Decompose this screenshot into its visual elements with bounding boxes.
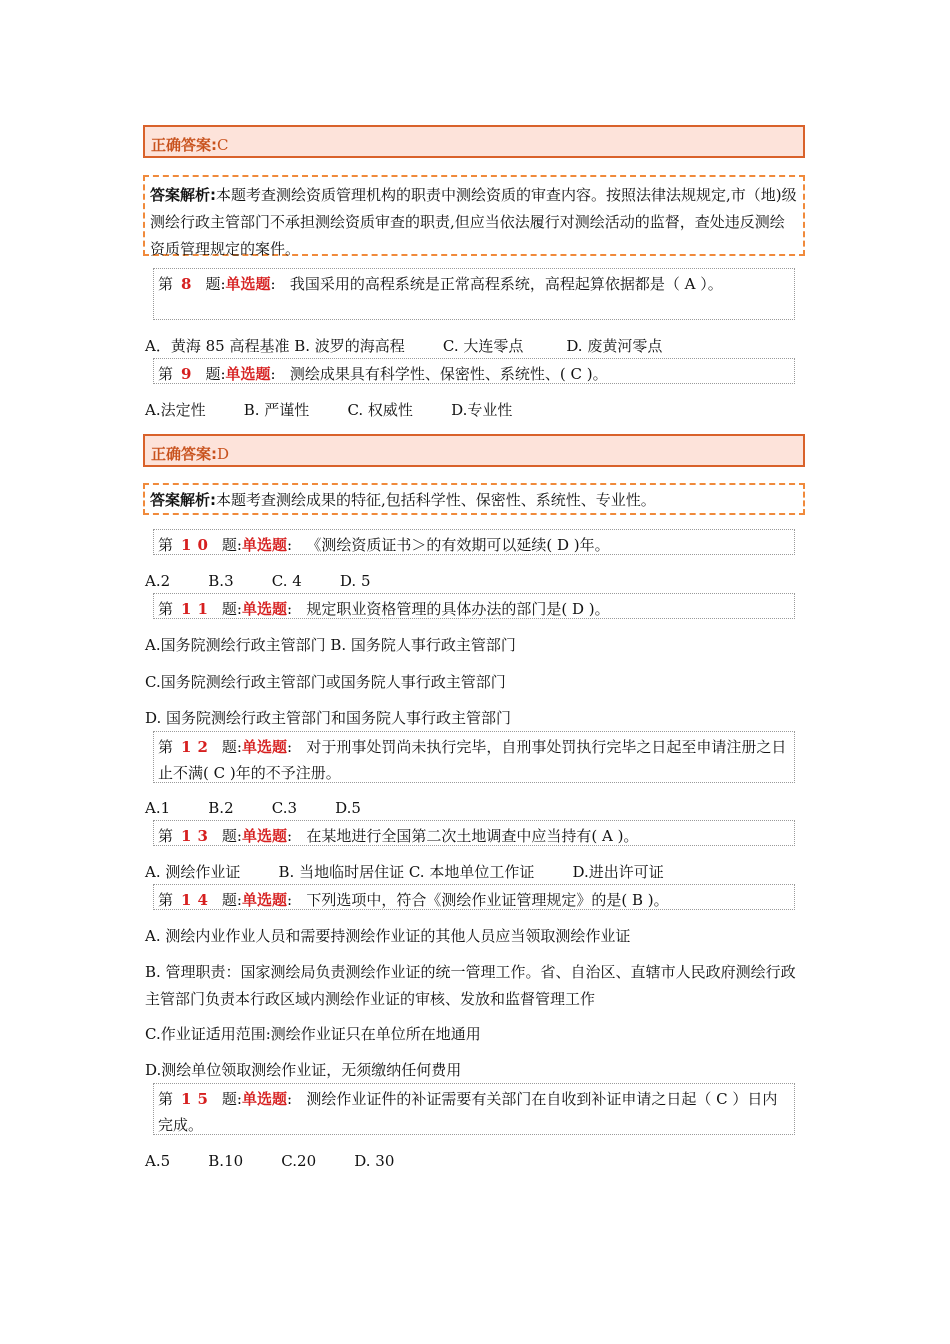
question-mid: 题: xyxy=(221,738,242,756)
question-stem: 测绘作业证件的补证需要有关部门在自收到补证申请之日起（ C ）日内完成。 xyxy=(158,1090,778,1134)
options-10: A.2 B.3 C. 4 D. 5 xyxy=(145,572,371,590)
correct-answer-label: 正确答案: xyxy=(151,445,217,463)
option-14-b: B. 管理职责：国家测绘局负责测绘作业证的统一管理工作。省、自治区、直辖市人民政府测绘行政主管部门负责本行政区域内测绘作业证的审核、发放和监督管理工作 xyxy=(145,963,796,1008)
question-colon: : xyxy=(286,1090,293,1108)
question-prefix: 第 xyxy=(158,600,174,618)
question-mid: 题: xyxy=(221,536,242,554)
question-prefix: 第 xyxy=(158,275,174,293)
question-stem: 《测绘资质证书＞的有效期可以延续( D )年。 xyxy=(306,536,610,554)
question-type: 单选题 xyxy=(225,275,271,293)
question-colon: : xyxy=(270,365,276,383)
question-prefix: 第 xyxy=(158,536,174,554)
question-colon: : xyxy=(270,275,276,293)
question-number: 9 xyxy=(181,365,198,383)
question-10 xyxy=(153,529,795,555)
question-type: 单选题 xyxy=(241,827,287,845)
answer-analysis-box xyxy=(143,175,805,256)
options-13: A. 测绘作业证 B. 当地临时居住证 C. 本地单位工作证 D.进出许可证 xyxy=(145,863,664,881)
answer-analysis-label: 答案解析: xyxy=(150,491,216,509)
question-colon: : xyxy=(286,536,293,554)
question-stem: 下列选项中，符合《测绘作业证管理规定》的是( B )。 xyxy=(306,891,669,909)
question-type: 单选题 xyxy=(241,891,287,909)
question-colon: : xyxy=(286,738,293,756)
options-9: A.法定性 B. 严谨性 C. 权威性 D.专业性 xyxy=(145,401,513,419)
question-number: 8 xyxy=(181,275,198,293)
question-mid: 题: xyxy=(205,365,226,383)
option-11-a: A.国务院测绘行政主管部门 B. 国务院人事行政主管部门 xyxy=(145,636,516,654)
options-12: A.1 B.2 C.3 D.5 xyxy=(145,799,361,817)
question-mid: 题: xyxy=(221,600,242,618)
question-number: 10 xyxy=(181,536,214,554)
question-number: 13 xyxy=(181,827,214,845)
question-prefix: 第 xyxy=(158,738,174,756)
question-mid: 题: xyxy=(221,1090,242,1108)
question-type: 单选题 xyxy=(241,738,287,756)
question-mid: 题: xyxy=(205,275,226,293)
question-13 xyxy=(153,820,795,846)
options-8: A．黄海 85 高程基准 B. 波罗的海高程 C. 大连零点 D. 废黄河零点 xyxy=(145,337,663,355)
question-stem: 我国采用的高程系统是正常高程系统，高程起算依据都是（ A ）。 xyxy=(289,275,723,293)
correct-answer-box xyxy=(143,434,805,467)
question-prefix: 第 xyxy=(158,827,174,845)
question-stem: 规定职业资格管理的具体办法的部门是( D )。 xyxy=(306,600,610,618)
correct-answer-value: C xyxy=(217,136,229,154)
question-mid: 题: xyxy=(221,891,242,909)
question-14 xyxy=(153,884,795,910)
option-11-d: D. 国务院测绘行政主管部门和国务院人事行政主管部门 xyxy=(145,709,512,727)
question-prefix: 第 xyxy=(158,1090,174,1108)
question-prefix: 第 xyxy=(158,891,174,909)
option-14-c: C.作业证适用范围:测绘作业证只在单位所在地通用 xyxy=(145,1025,481,1043)
question-mid: 题: xyxy=(221,827,242,845)
question-15 xyxy=(153,1083,795,1135)
option-14-d: D.测绘单位领取测绘作业证，无须缴纳任何费用 xyxy=(145,1061,462,1079)
option-11-c: C.国务院测绘行政主管部门或国务院人事行政主管部门 xyxy=(145,673,506,691)
question-colon: : xyxy=(286,600,293,618)
question-9 xyxy=(153,358,795,384)
question-type: 单选题 xyxy=(241,600,287,618)
answer-analysis-box xyxy=(143,483,805,515)
question-colon: : xyxy=(286,827,293,845)
question-8 xyxy=(153,268,795,320)
question-11 xyxy=(153,593,795,619)
question-type: 单选题 xyxy=(241,1090,287,1108)
question-number: 11 xyxy=(181,600,214,618)
correct-answer-box xyxy=(143,125,805,158)
answer-analysis-text: 本题考查测绘资质管理机构的职责中测绘资质的审查内容。按照法律法规规定,市（地)级测绘行政主管部门不承担测绘资质审查的职责,但应当依法履行对测绘活动的监督，查处违反测绘资质管理规定的案件。 xyxy=(150,186,797,258)
question-number: 12 xyxy=(181,738,214,756)
correct-answer-label: 正确答案: xyxy=(151,136,217,154)
question-type: 单选题 xyxy=(225,365,271,383)
question-type: 单选题 xyxy=(241,536,287,554)
question-stem: 在某地进行全国第二次土地调查中应当持有( A )。 xyxy=(306,827,639,845)
question-number: 15 xyxy=(181,1090,214,1108)
answer-analysis-text: 本题考查测绘成果的特征,包括科学性、保密性、系统性、专业性。 xyxy=(216,491,656,509)
question-prefix: 第 xyxy=(158,365,174,383)
question-number: 14 xyxy=(181,891,214,909)
answer-analysis-label: 答案解析: xyxy=(150,186,216,204)
correct-answer-value: D xyxy=(217,445,230,463)
question-colon: : xyxy=(286,891,293,909)
question-12 xyxy=(153,731,795,783)
question-stem: 对于刑事处罚尚未执行完毕，自刑事处罚执行完毕之日起至申请注册之日止不满( C )年的不予注册。 xyxy=(158,738,787,782)
option-14-a: A. 测绘内业作业人员和需要持测绘作业证的其他人员应当领取测绘作业证 xyxy=(145,927,631,945)
question-stem: 测绘成果具有科学性、保密性、系统性、( C )。 xyxy=(289,365,608,383)
options-15: A.5 B.10 C.20 D. 30 xyxy=(145,1152,395,1170)
